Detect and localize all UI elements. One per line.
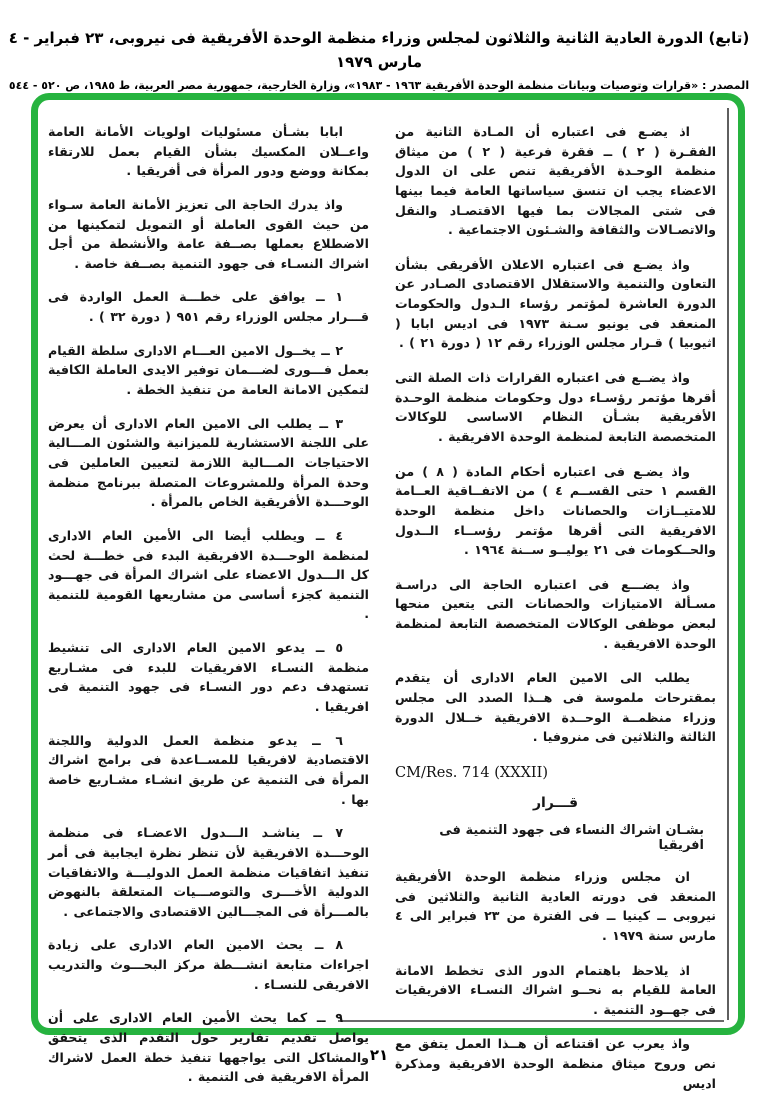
paragraph: واذ يدرك الحاجة الى تعزيز الأمانة العامة سـواء من حيث القوى العاملة أو التمويل لتمكينها من الاضطلاع بعملها بصــفة عامة والأنشطة من أجل اشراك النسـاء فى جهود التنمية بصــفة خاصة . <box>48 196 369 271</box>
numbered-item: ١ ــ يوافق على خطـــة العمل الواردة فى قـــرار مجلس الوزراء رقم ٩٥١ ( دورة ٣٢ ) . <box>48 289 369 325</box>
paragraph: ان مجلس وزراء منظمة الوحدة الأفريقية المنعقد فى دورته العادية الثانية والثلاثين فى نيروبى ــ كينيا ــ فى الفترة من ٢٣ فبراير الى ٤ مارس سنة ١٩٧٩ . <box>395 868 716 943</box>
numbered-item: ٦ ــ يدعو منظمة العمل الدولية واللجنة الاقتصادية لافريقيا للمســاعدة فى برامج اشراك المرأة فى التنمية عن طريق انشـاء مشـاريع خاصة بها . <box>48 732 369 807</box>
paragraph: واذ يضـــع فى اعتباره الحاجة الى دراسـة مسـألة الامتيازات والحصانات التى يتعين منحها لبعض موظفى الوكالات المتخصصة التابعة لمنظمة الوحدة الافريقية . <box>395 576 716 651</box>
paragraph: واذ يضــع فى اعتباره القرارات ذات الصلة التى أقرها مؤتمر رؤسـاء دول وحكومات منظمة الوحـدة الأفريقية بشـأن النظام الاساسى للوكالات المتخصصة التابعة لمنظمة الوحدة الافريقية . <box>395 370 716 444</box>
paragraph: ابابا بشـأن مسئوليات اولويات الأمانة العامة واعــلان المكسيك بشأن القيام بعمل للارتقاء بمكانة ووضع ودور المرأة فى أفريقيا . <box>48 124 369 179</box>
right-column <box>395 122 717 1091</box>
paragraph: اذ يلاحظ باهتمام الدور الذى تخطط الامانة العامة للقيام به نحــو اشراك النسـاء الافريقيات فى جهــود التنمية . <box>395 962 716 1017</box>
green-highlight-frame <box>31 93 745 1091</box>
numbered-item: ٨ ــ يحث الامين العام الادارى على زيادة اجراءات متابعة انشـــطة مركز البحـــوث والتدريب الافريقى للنسـاء . <box>48 937 369 992</box>
resolution-subtitle: بشـان اشراك النساء فى جهود التنمية فى افريقيا <box>439 822 704 853</box>
scan-edge-vertical <box>727 108 729 1020</box>
paragraph: واذ يضـع فى اعتباره الاعلان الأفريقى بشأن التعاون والتنمية والاستقلال الاقتصادى الصـادر عن الدورة العاشرة لمؤتمر رؤساء الـدول والحكومات المنعقد فى يونيو سـنة ١٩٧٣ فى اديس ابابا ( اثيوبيا ) قـرار مجلس الوزراء رقم ١٢ ( دورة ٢١ ) . <box>395 256 716 351</box>
numbered-item: ٢ ــ يخــول الامين العـــام الادارى سلطة القيام بعمل فـــورى لضـــمان توفير الايدى العاملة الكافية لتمكين الامانة العامة من تنفيذ الخطة . <box>48 342 369 398</box>
numbered-item: ٣ ــ يطلب الى الامين العام الادارى أن يعرض على اللجنة الاستشارية للميزانية والشئون المـــالية الاحتياجات المـــالية اللازمة لتعيين العاملين فى وحدة المرأة وللمشروعات المتصلة ببرنامج منظمة الوحـــدة الأفريقية الخاص بالمرأة . <box>48 415 369 510</box>
paragraph: اذ يضـع فى اعتباره أن المـادة الثانية من الفقـرة ( ٢ ) ــ فقرة فرعية ( ٢ ) من ميثاق منظمة الوحـدة الأفريقية تنص على ان الدول الاعضاء يجب ان تنسق سياساتها العامة فيما بينها فى شتى المجالات بما فيها الاقتصـاد والنقل والاتصـالات والثقافة والشـئون الاجتماعية . <box>395 124 717 238</box>
resolution-title: قـــرار <box>532 794 579 811</box>
paragraph: يطلب الى الامين العام الادارى أن يتقدم بمقترحات ملموسة فى هــذا الصدد الى مجلس وزراء منظمــة الوحــدة الافريقية خــلال الدورة الثالثة والثلاثين فى منروفيا . <box>395 670 716 745</box>
page-footer <box>0 1045 758 1064</box>
numbered-item: ٤ ــ ويطلب أيضا الى الأمين العام الادارى لمنظمة الوحـــدة الافريقية البدء فى خطـــة لحث كل الـــدول الاعضاء على اشراك المرأة فى جهـــود التنمية كجزء أساسى من مشاريعها القومية للتنمية . <box>48 527 369 622</box>
document-body <box>48 122 717 1091</box>
left-column <box>48 122 369 1085</box>
numbered-item: ٥ ــ يدعو الامين العام الادارى الى تنشيط منظمة النسـاء الافريقيات للبدء فى مشـاريع تستهدف دعم دور النسـاء فى جهود التنمية فى افريقيا . <box>48 640 369 715</box>
resolution-code: CM/Res. 714 (XXXII) <box>395 764 549 781</box>
numbered-item: ٩ ــ كما يحث الأمين العام الادارى على أن يواصل تقديم تقارير حول التقدم الذى يتحقق والمشاكل التى يواجهها تنفيذ خطة العمل لاشراك المرأة الافريقية فى التنمية . <box>48 1010 369 1085</box>
paragraph: واذ يعرب عن اقتناعه أن هــذا العمل يتفق مع نص وروح ميثاق منظمة الوحدة الافريقية ومذكرة اديس <box>395 1036 716 1091</box>
page-number: ٢١ <box>369 1046 389 1064</box>
numbered-item: ٧ ــ يناشـد الـــدول الاعضـاء فى منظمة الوحـــدة الافريقية لأن تنظر نظرة ايجابية فى أمر تنفيذ اتفاقيات منظمة العمل الدوليـــة والاتفاقيات الدولية الأخـــرى والتوصـــيات المتعلقة بالنهوض بالمـــرأة فى المجـــالين الاقتصادى والاجتماعى . <box>48 825 369 919</box>
source-citation: المصدر : «قرارات وتوصيات وبيانات منظمة الوحدة الأفريقية ١٩٦٣ - ١٩٨٣»، وزارة الخارجية، جمهورية مصر العربية، ط ١٩٨٥، ص ٥٢٠ - ٥٤٤ <box>8 79 750 92</box>
paragraph: واذ يضـع فى اعتباره أحكام المادة ( ٨ ) من القسم ١ حتى القســم ٤ ) من الاتفــاقية العــامة للامتيــازات والحصانات داخل منظمة الوحدة الافريقية التى أقرها مؤتمر رؤســاء الــدول والحــكومات فى ٢١ يوليــو ســنة ١٩٦٤ . <box>395 463 717 558</box>
scan-edge-horizontal <box>338 1020 724 1022</box>
page-header <box>0 26 758 95</box>
session-title: (تابع) الدورة العادية الثانية والثلاثون لمجلس وزراء منظمة الوحدة الأفريقية فى نيروبى، ٢٣ فبراير - ٤ مارس ١٩٧٩ <box>8 29 750 71</box>
